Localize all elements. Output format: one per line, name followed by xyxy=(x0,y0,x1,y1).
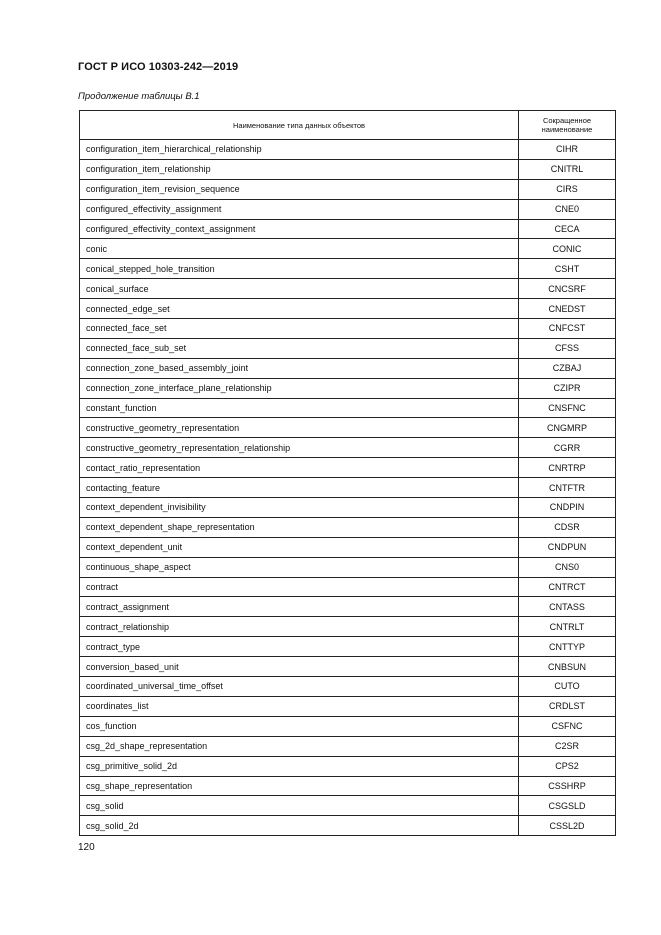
data-types-table xyxy=(79,110,616,836)
entity-name-cell: constructive_geometry_representation xyxy=(80,418,519,438)
entity-name-cell: constant_function xyxy=(80,398,519,418)
short-name-cell: CNTTYP xyxy=(519,637,616,657)
table-header xyxy=(80,111,616,140)
entity-name-cell: connection_zone_interface_plane_relationship xyxy=(80,378,519,398)
column-header-name: Наименование типа данных объектов xyxy=(80,111,519,140)
table-caption: Продолжение таблицы В.1 xyxy=(78,91,200,102)
short-name-cell: CPS2 xyxy=(519,756,616,776)
table-row xyxy=(80,617,616,637)
entity-name-cell: context_dependent_invisibility xyxy=(80,498,519,518)
document-header: ГОСТ Р ИСО 10303-242—2019 xyxy=(78,61,239,73)
table-row xyxy=(80,776,616,796)
table-row xyxy=(80,398,616,418)
entity-name-cell: continuous_shape_aspect xyxy=(80,557,519,577)
table-row xyxy=(80,179,616,199)
short-name-cell: CFSS xyxy=(519,338,616,358)
short-name-cell: CNTRLT xyxy=(519,617,616,637)
entity-name-cell: conical_surface xyxy=(80,279,519,299)
entity-name-cell: conversion_based_unit xyxy=(80,657,519,677)
entity-name-cell: configured_effectivity_context_assignment xyxy=(80,219,519,239)
short-name-cell: CNBSUN xyxy=(519,657,616,677)
table-row xyxy=(80,239,616,259)
table-row xyxy=(80,378,616,398)
short-name-cell: CNGMRP xyxy=(519,418,616,438)
table-row xyxy=(80,716,616,736)
entity-name-cell: csg_2d_shape_representation xyxy=(80,736,519,756)
short-name-cell: CRDLST xyxy=(519,696,616,716)
short-name-cell: CNDPIN xyxy=(519,498,616,518)
entity-name-cell: coordinates_list xyxy=(80,696,519,716)
entity-name-cell: constructive_geometry_representation_relationship xyxy=(80,438,519,458)
table-row xyxy=(80,199,616,219)
entity-name-cell: contact_ratio_representation xyxy=(80,458,519,478)
table-row xyxy=(80,140,616,160)
table-row xyxy=(80,677,616,697)
short-name-cell: CGRR xyxy=(519,438,616,458)
short-name-cell: CNFCST xyxy=(519,319,616,339)
entity-name-cell: configuration_item_hierarchical_relationship xyxy=(80,140,519,160)
table-body xyxy=(80,140,616,836)
table-row xyxy=(80,796,616,816)
table-row xyxy=(80,159,616,179)
entity-name-cell: coordinated_universal_time_offset xyxy=(80,677,519,697)
table-row xyxy=(80,696,616,716)
page-number: 120 xyxy=(78,842,95,853)
entity-name-cell: configuration_item_revision_sequence xyxy=(80,179,519,199)
table-row xyxy=(80,478,616,498)
short-name-cell: CNE0 xyxy=(519,199,616,219)
entity-name-cell: cos_function xyxy=(80,716,519,736)
entity-name-cell: contract_relationship xyxy=(80,617,519,637)
entity-name-cell: context_dependent_shape_representation xyxy=(80,517,519,537)
short-name-cell: CSGSLD xyxy=(519,796,616,816)
short-name-cell: CZBAJ xyxy=(519,358,616,378)
short-name-cell: CNDPUN xyxy=(519,537,616,557)
short-name-cell: CNEDST xyxy=(519,299,616,319)
short-name-cell: CSSHRP xyxy=(519,776,616,796)
short-name-cell: CECA xyxy=(519,219,616,239)
short-name-cell: CNTRCT xyxy=(519,577,616,597)
short-name-cell: CNTASS xyxy=(519,597,616,617)
entity-name-cell: configured_effectivity_assignment xyxy=(80,199,519,219)
short-name-cell: CSSL2D xyxy=(519,816,616,836)
entity-name-cell: contract_type xyxy=(80,637,519,657)
short-name-cell: CDSR xyxy=(519,517,616,537)
table-row xyxy=(80,299,616,319)
entity-name-cell: csg_solid_2d xyxy=(80,816,519,836)
table-row xyxy=(80,557,616,577)
table-row xyxy=(80,358,616,378)
table-row xyxy=(80,319,616,339)
entity-name-cell: contract xyxy=(80,577,519,597)
short-name-cell: CNS0 xyxy=(519,557,616,577)
table-row xyxy=(80,438,616,458)
table-row xyxy=(80,418,616,438)
entity-name-cell: csg_solid xyxy=(80,796,519,816)
table-row xyxy=(80,637,616,657)
table-header-row xyxy=(80,111,616,140)
entity-name-cell: configuration_item_relationship xyxy=(80,159,519,179)
entity-name-cell: csg_shape_representation xyxy=(80,776,519,796)
table-row xyxy=(80,279,616,299)
short-name-cell: CNSFNC xyxy=(519,398,616,418)
short-name-cell: CSFNC xyxy=(519,716,616,736)
entity-name-cell: connected_edge_set xyxy=(80,299,519,319)
table-row xyxy=(80,756,616,776)
table-row xyxy=(80,657,616,677)
short-name-cell: CZIPR xyxy=(519,378,616,398)
entity-name-cell: connected_face_sub_set xyxy=(80,338,519,358)
entity-name-cell: contract_assignment xyxy=(80,597,519,617)
entity-name-cell: csg_primitive_solid_2d xyxy=(80,756,519,776)
table-row xyxy=(80,537,616,557)
short-name-cell: CNRTRP xyxy=(519,458,616,478)
table-row xyxy=(80,816,616,836)
short-name-cell: CNCSRF xyxy=(519,279,616,299)
table-row xyxy=(80,458,616,478)
table-row xyxy=(80,219,616,239)
short-name-cell: CIHR xyxy=(519,140,616,160)
short-name-cell: CNTFTR xyxy=(519,478,616,498)
entity-name-cell: conic xyxy=(80,239,519,259)
entity-name-cell: connection_zone_based_assembly_joint xyxy=(80,358,519,378)
short-name-cell: CIRS xyxy=(519,179,616,199)
short-name-cell: CUTO xyxy=(519,677,616,697)
table-row xyxy=(80,577,616,597)
table-row xyxy=(80,597,616,617)
short-name-cell: CONIC xyxy=(519,239,616,259)
entity-name-cell: conical_stepped_hole_transition xyxy=(80,259,519,279)
table-row xyxy=(80,259,616,279)
column-header-abbreviation: Сокращенное наименование xyxy=(519,111,616,140)
short-name-cell: CNITRL xyxy=(519,159,616,179)
short-name-cell: CSHT xyxy=(519,259,616,279)
table-row xyxy=(80,338,616,358)
table-row xyxy=(80,736,616,756)
table-row xyxy=(80,498,616,518)
table-row xyxy=(80,517,616,537)
entity-name-cell: context_dependent_unit xyxy=(80,537,519,557)
entity-name-cell: contacting_feature xyxy=(80,478,519,498)
short-name-cell: C2SR xyxy=(519,736,616,756)
entity-name-cell: connected_face_set xyxy=(80,319,519,339)
